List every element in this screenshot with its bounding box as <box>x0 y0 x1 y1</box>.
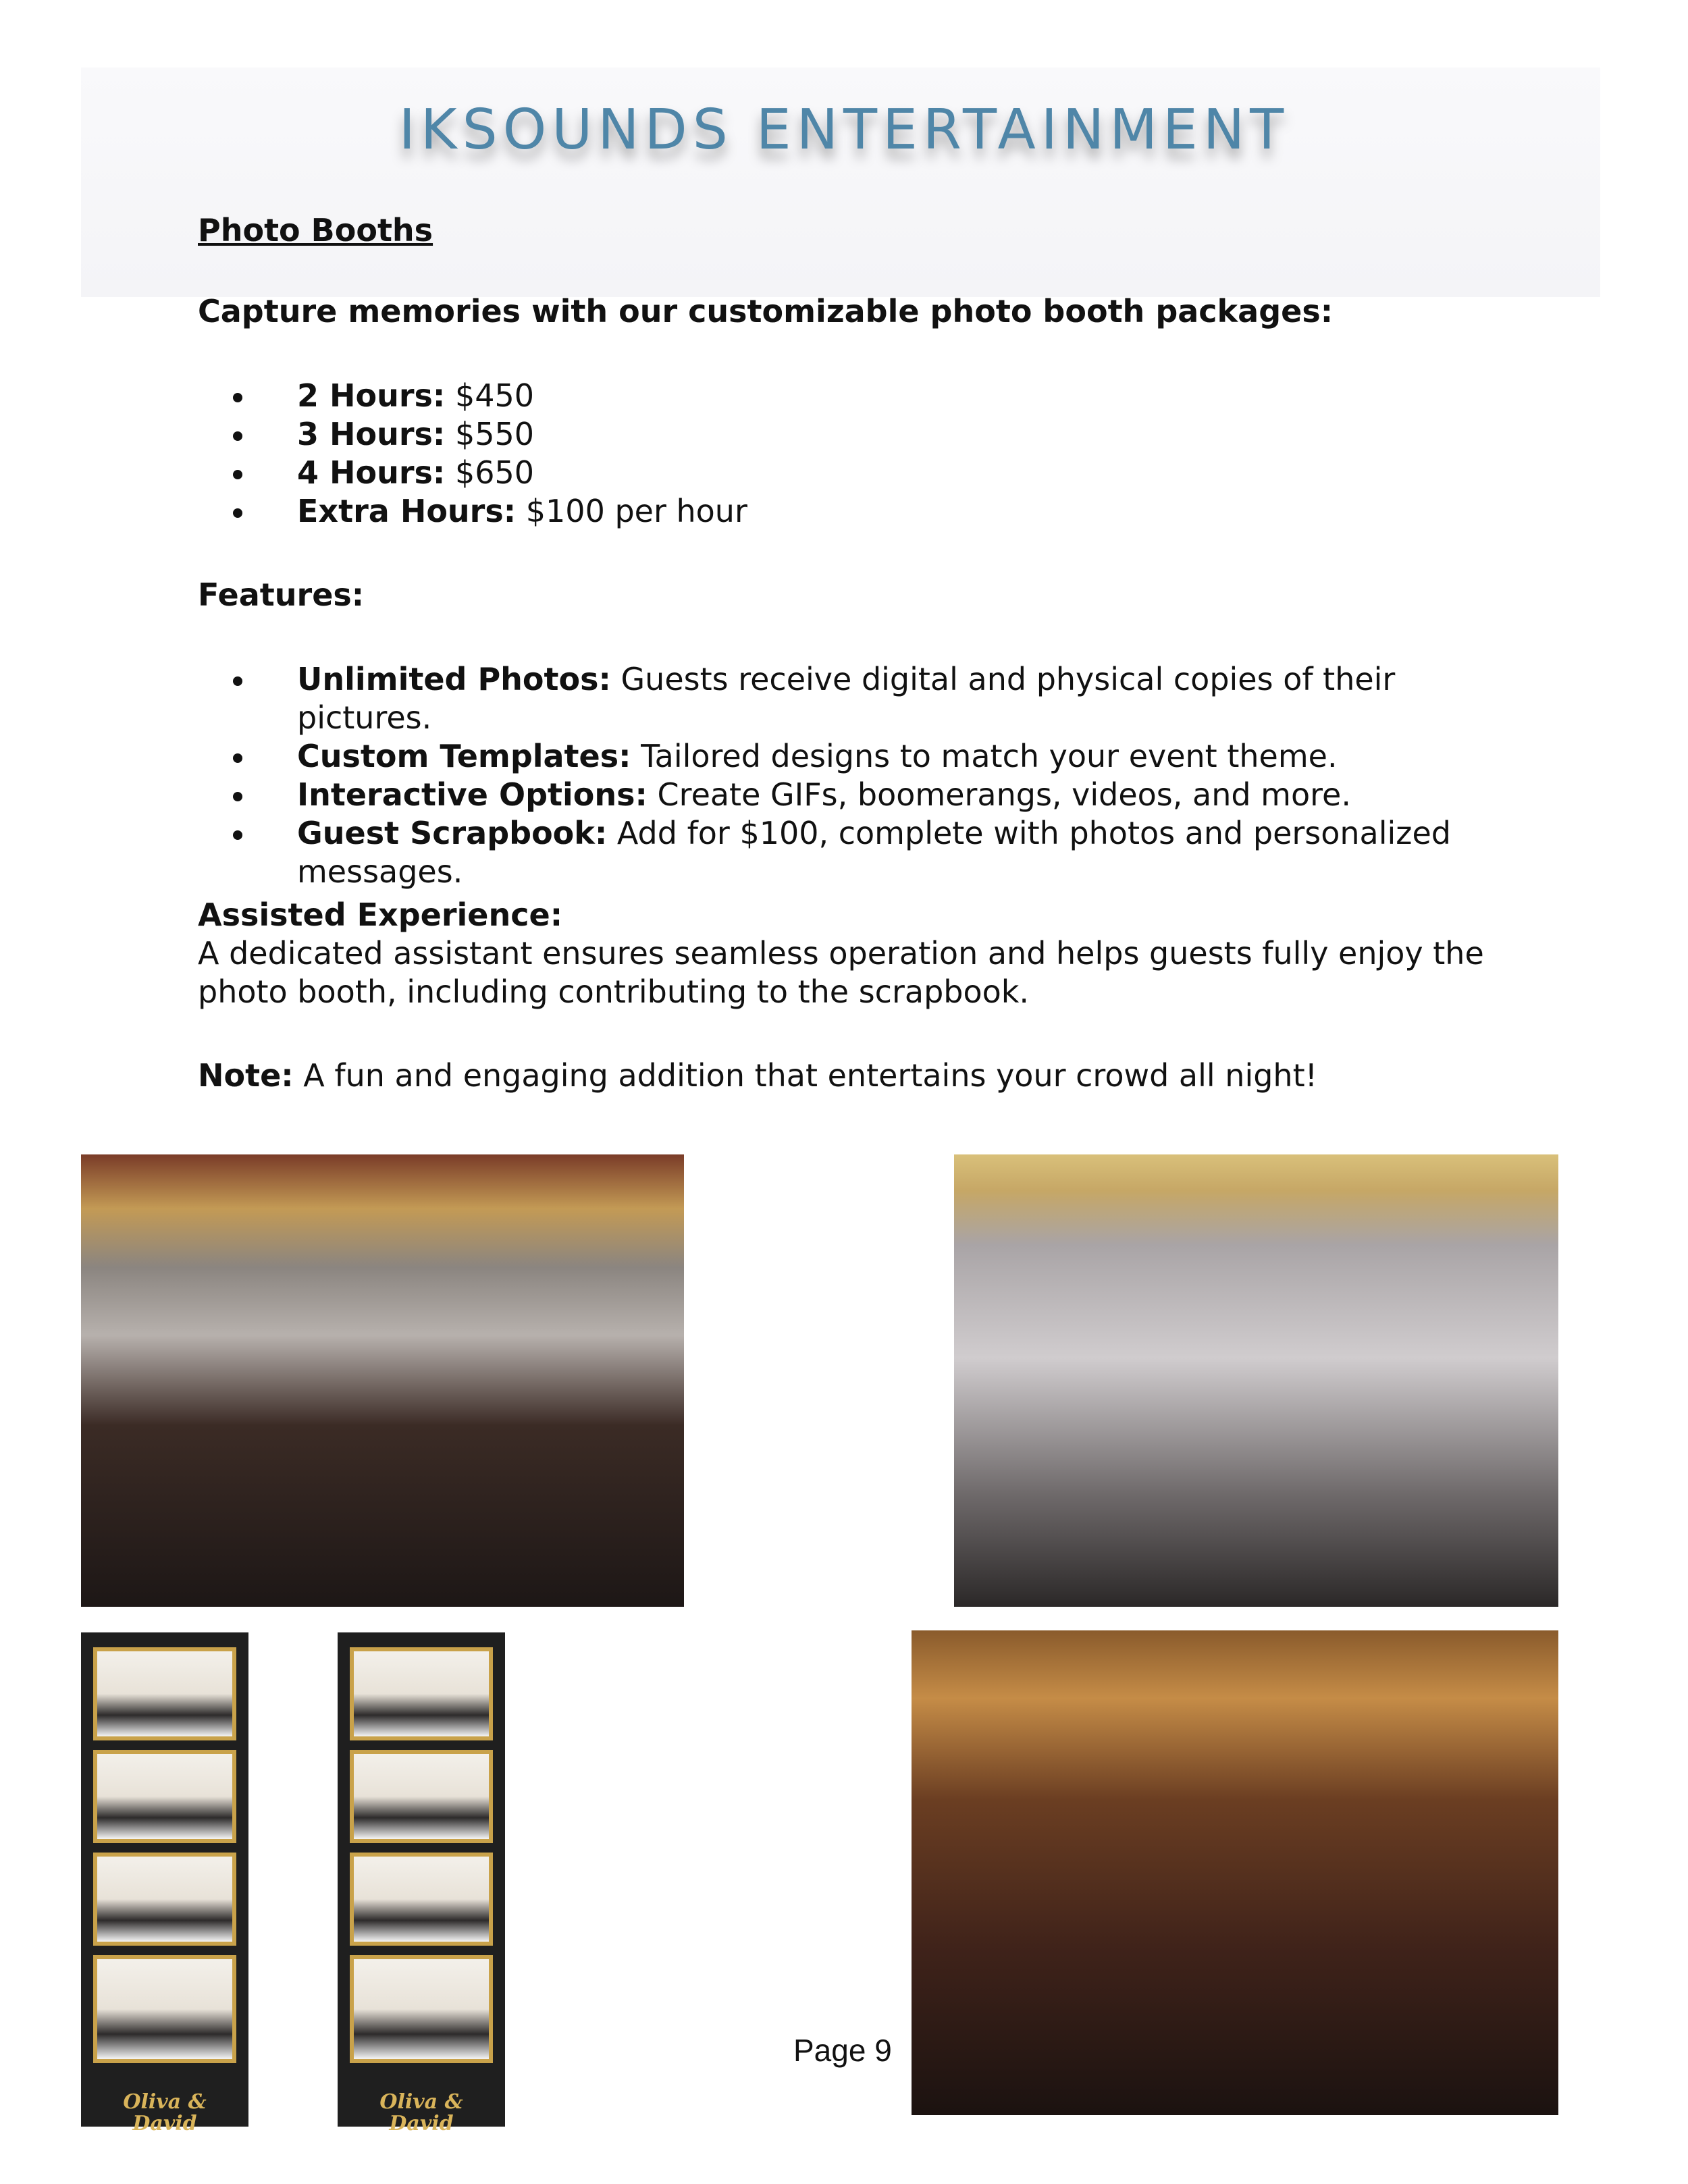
list-item: Guest Scrapbook: Add for $100, complete with photos and personalized messages. <box>198 814 1514 891</box>
strip-frame <box>350 1750 493 1843</box>
note-text: Note: A fun and engaging addition that entertains your crowd all night! <box>198 1057 1318 1094</box>
strip-frame <box>350 1955 493 2063</box>
strip-frame <box>93 1955 236 2063</box>
strip-names: Oliva & David <box>379 2090 463 2135</box>
list-item: 4 Hours: $650 <box>198 454 747 492</box>
strip-frame <box>93 1647 236 1740</box>
photo-group-booth <box>81 1154 684 1607</box>
bullet-icon <box>233 830 242 840</box>
features-list <box>198 660 1514 891</box>
strip-names: Oliva & David <box>123 2090 207 2135</box>
strip-frame <box>93 1750 236 1843</box>
photo-strip <box>81 1632 248 2135</box>
company-logo: IKSOUNDS ENTERTAINMENT <box>398 98 1290 162</box>
list-item: Extra Hours: $100 per hour <box>198 492 747 531</box>
list-item: Custom Templates: Tailored designs to match your event theme. <box>198 737 1514 776</box>
bullet-icon <box>233 792 242 801</box>
bullet-icon <box>233 470 242 479</box>
strip-frame <box>350 1647 493 1740</box>
photo-selfie-booth <box>954 1154 1558 1607</box>
assisted-heading: Assisted Experience: <box>198 897 563 933</box>
bullet-icon <box>233 393 242 402</box>
features-heading: Features: <box>198 577 365 613</box>
photo-strip <box>338 1632 505 2135</box>
page-number: Page 9 <box>793 2033 892 2068</box>
bullet-icon <box>233 508 242 518</box>
bullet-icon <box>233 676 242 686</box>
pricing-list <box>198 377 747 531</box>
list-item: Unlimited Photos: Guests receive digital and physical copies of their pictures. <box>198 660 1514 737</box>
strip-frame <box>93 1853 236 1946</box>
photo-wedding-party <box>912 1630 1558 2115</box>
assisted-body: A dedicated assistant ensures seamless operation and helps guests fully enjoy the photo booth, including contributing to the scrapbook. <box>198 935 1484 1010</box>
list-item: Interactive Options: Create GIFs, boomerangs, videos, and more. <box>198 776 1514 814</box>
list-item: 3 Hours: $550 <box>198 415 747 454</box>
page-title: Photo Booths <box>198 212 433 248</box>
strip-frame <box>350 1853 493 1946</box>
intro-text: Capture memories with our customizable photo booth packages: <box>198 293 1334 329</box>
list-item: 2 Hours: $450 <box>198 377 747 415</box>
bullet-icon <box>233 753 242 763</box>
bullet-icon <box>233 431 242 441</box>
